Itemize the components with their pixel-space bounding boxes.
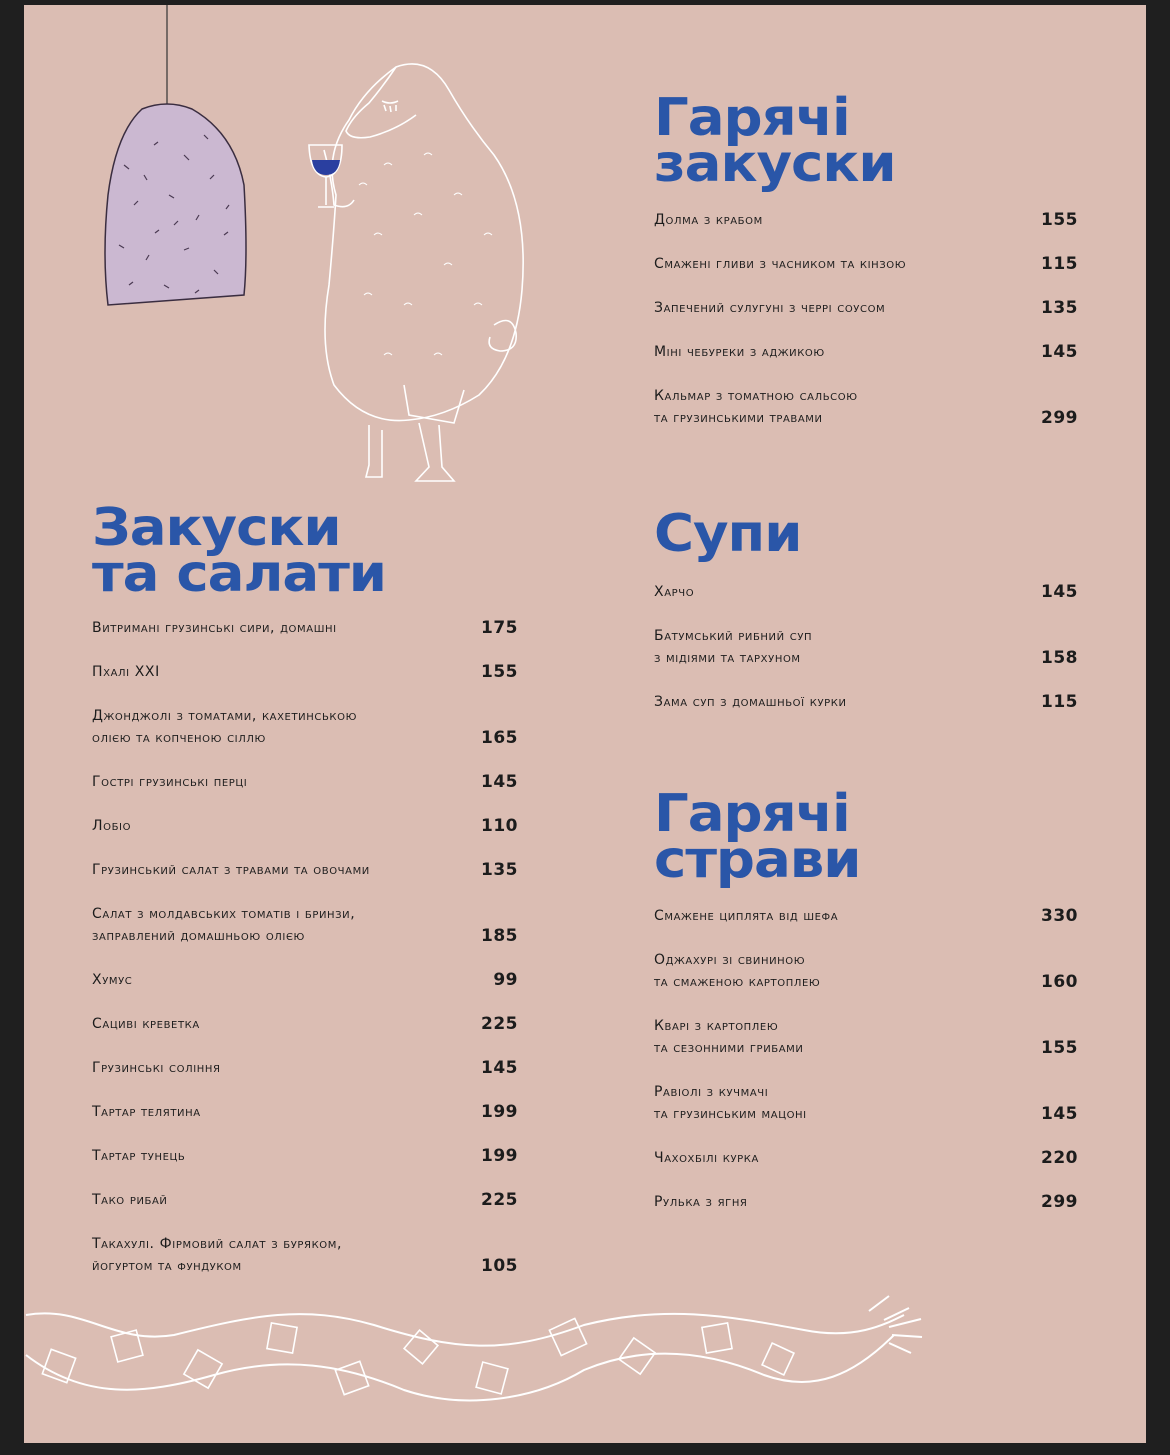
menu-item — [654, 949, 1078, 993]
item-price: 145 — [1041, 582, 1078, 602]
ornament-ribbon-icon — [26, 1296, 922, 1400]
menu-item — [654, 253, 1078, 275]
menu-item — [92, 705, 518, 749]
item-name: Запечений сулугуні з черрі соусом — [654, 300, 886, 316]
menu-item — [92, 859, 518, 881]
item-price: 145 — [481, 772, 518, 792]
sheep-icon — [309, 64, 523, 481]
item-price: 199 — [481, 1146, 518, 1166]
item-price: 220 — [1041, 1148, 1078, 1168]
menu-item — [654, 1147, 1078, 1169]
menu-item — [654, 341, 1078, 363]
item-name: Тартар телятина — [92, 1104, 201, 1120]
item-price: 155 — [1041, 1038, 1078, 1058]
item-name: Салат з молдавських томатів і бринзи, — [92, 906, 356, 922]
heading-line: страви — [654, 830, 861, 890]
item-price: 145 — [1041, 342, 1078, 362]
menu-item — [92, 903, 518, 947]
menu-item — [92, 815, 518, 837]
menu-item — [654, 385, 1078, 429]
section-hot-appetizers — [654, 88, 1078, 429]
item-price: 225 — [481, 1014, 518, 1034]
item-name: Джонджолі з томатами, кахетинською — [92, 708, 357, 724]
section-heading — [654, 784, 1099, 890]
item-name: Лобіо — [92, 818, 132, 834]
item-name: Кварі з картоплею — [654, 1018, 779, 1034]
heading-line: закуски — [654, 134, 896, 194]
item-name: Витримані грузинські сири, домашні — [92, 620, 337, 636]
item-name: Равіолі з кучмачі — [654, 1084, 769, 1100]
item-price: 158 — [1041, 648, 1078, 668]
item-name: заправлений домашньою олією — [92, 928, 305, 944]
item-name: Тартар тунець — [92, 1148, 186, 1164]
wine-icon — [312, 160, 340, 175]
heading-line: Гарячі — [654, 88, 850, 148]
item-name: Такахулі. Фірмовий салат з буряком, — [92, 1236, 343, 1252]
item-price: 185 — [481, 926, 518, 946]
menu-item — [654, 297, 1078, 319]
item-name: Кальмар з томатною сальсою — [654, 388, 858, 404]
menu-item — [92, 1057, 518, 1079]
item-name: Пхалі XXI — [92, 664, 160, 680]
item-price: 115 — [1041, 254, 1078, 274]
section-hot-dishes — [654, 784, 1078, 1213]
menu-item — [654, 625, 1078, 669]
item-name: Батумський рибний суп — [654, 628, 813, 644]
menu-item — [654, 1015, 1078, 1059]
item-price: 145 — [1041, 1104, 1078, 1124]
section-heading — [654, 504, 1099, 564]
item-price: 105 — [481, 1256, 518, 1276]
menu-item — [92, 1189, 518, 1211]
item-price: 165 — [481, 728, 518, 748]
item-price: 199 — [481, 1102, 518, 1122]
item-name: Харчо — [654, 584, 695, 600]
item-price: 145 — [481, 1058, 518, 1078]
item-name: та смаженою картоплею — [654, 974, 821, 990]
item-name: Грузинський салат з травами та овочами — [92, 862, 370, 878]
menu-item — [92, 661, 518, 683]
item-name: Тако рибай — [92, 1192, 168, 1208]
section-heading — [654, 88, 1099, 194]
menu-item — [654, 1191, 1078, 1213]
pendant-lamp-icon — [105, 5, 246, 305]
heading-line: та салати — [92, 544, 386, 604]
item-price: 99 — [493, 970, 518, 990]
item-name: з мідіями та тархуном — [654, 650, 801, 666]
item-price: 155 — [481, 662, 518, 682]
item-name: Смажене циплята від шефа — [654, 908, 839, 924]
item-name: та грузинським мацоні — [654, 1106, 807, 1122]
menu-page — [24, 5, 1146, 1443]
menu-item — [654, 1081, 1078, 1125]
menu-item — [92, 1013, 518, 1035]
section-appetizers-salads — [92, 498, 518, 1277]
item-price: 225 — [481, 1190, 518, 1210]
item-name: Зама суп з домашньої курки — [654, 694, 847, 710]
section-heading — [92, 498, 539, 604]
item-price: 155 — [1041, 210, 1078, 230]
item-price: 299 — [1041, 1192, 1078, 1212]
item-name: Хумус — [92, 972, 133, 988]
menu-item — [654, 581, 1078, 603]
item-name: Міні чебуреки з аджикою — [654, 344, 825, 360]
item-name: та сезонними грибами — [654, 1040, 804, 1056]
menu-item — [654, 691, 1078, 713]
menu-item — [92, 1145, 518, 1167]
item-price: 330 — [1041, 906, 1078, 926]
menu-item — [654, 209, 1078, 231]
menu-item — [92, 969, 518, 991]
item-price: 299 — [1041, 408, 1078, 428]
item-price: 175 — [481, 618, 518, 638]
item-name: Чахохбілі курка — [654, 1150, 759, 1166]
item-name: олією та копченою сіллю — [92, 730, 266, 746]
item-name: Смажені гливи з часником та кінзою — [654, 256, 907, 272]
menu-item — [92, 1101, 518, 1123]
item-price: 110 — [481, 816, 518, 836]
item-name: Рулька з ягня — [654, 1194, 748, 1210]
menu-item — [92, 1233, 518, 1277]
menu-item — [92, 771, 518, 793]
item-price: 160 — [1041, 972, 1078, 992]
item-name: та грузинськими травами — [654, 410, 823, 426]
heading-line: Гарячі — [654, 784, 850, 844]
item-name: Гострі грузинські перці — [92, 774, 248, 790]
item-name: Долма з крабом — [654, 212, 763, 228]
item-name: Оджахурі зі свининою — [654, 952, 806, 968]
item-price: 135 — [1041, 298, 1078, 318]
item-name: Грузинські соління — [92, 1060, 221, 1076]
section-soups — [654, 504, 1078, 713]
item-price: 115 — [1041, 692, 1078, 712]
menu-item — [92, 617, 518, 639]
item-name: Сациві креветка — [92, 1016, 200, 1032]
heading-line: Закуски — [92, 498, 341, 558]
item-price: 135 — [481, 860, 518, 880]
heading-line: Супи — [654, 504, 802, 564]
item-name: йогуртом та фундуком — [92, 1258, 242, 1274]
menu-item — [654, 905, 1078, 927]
